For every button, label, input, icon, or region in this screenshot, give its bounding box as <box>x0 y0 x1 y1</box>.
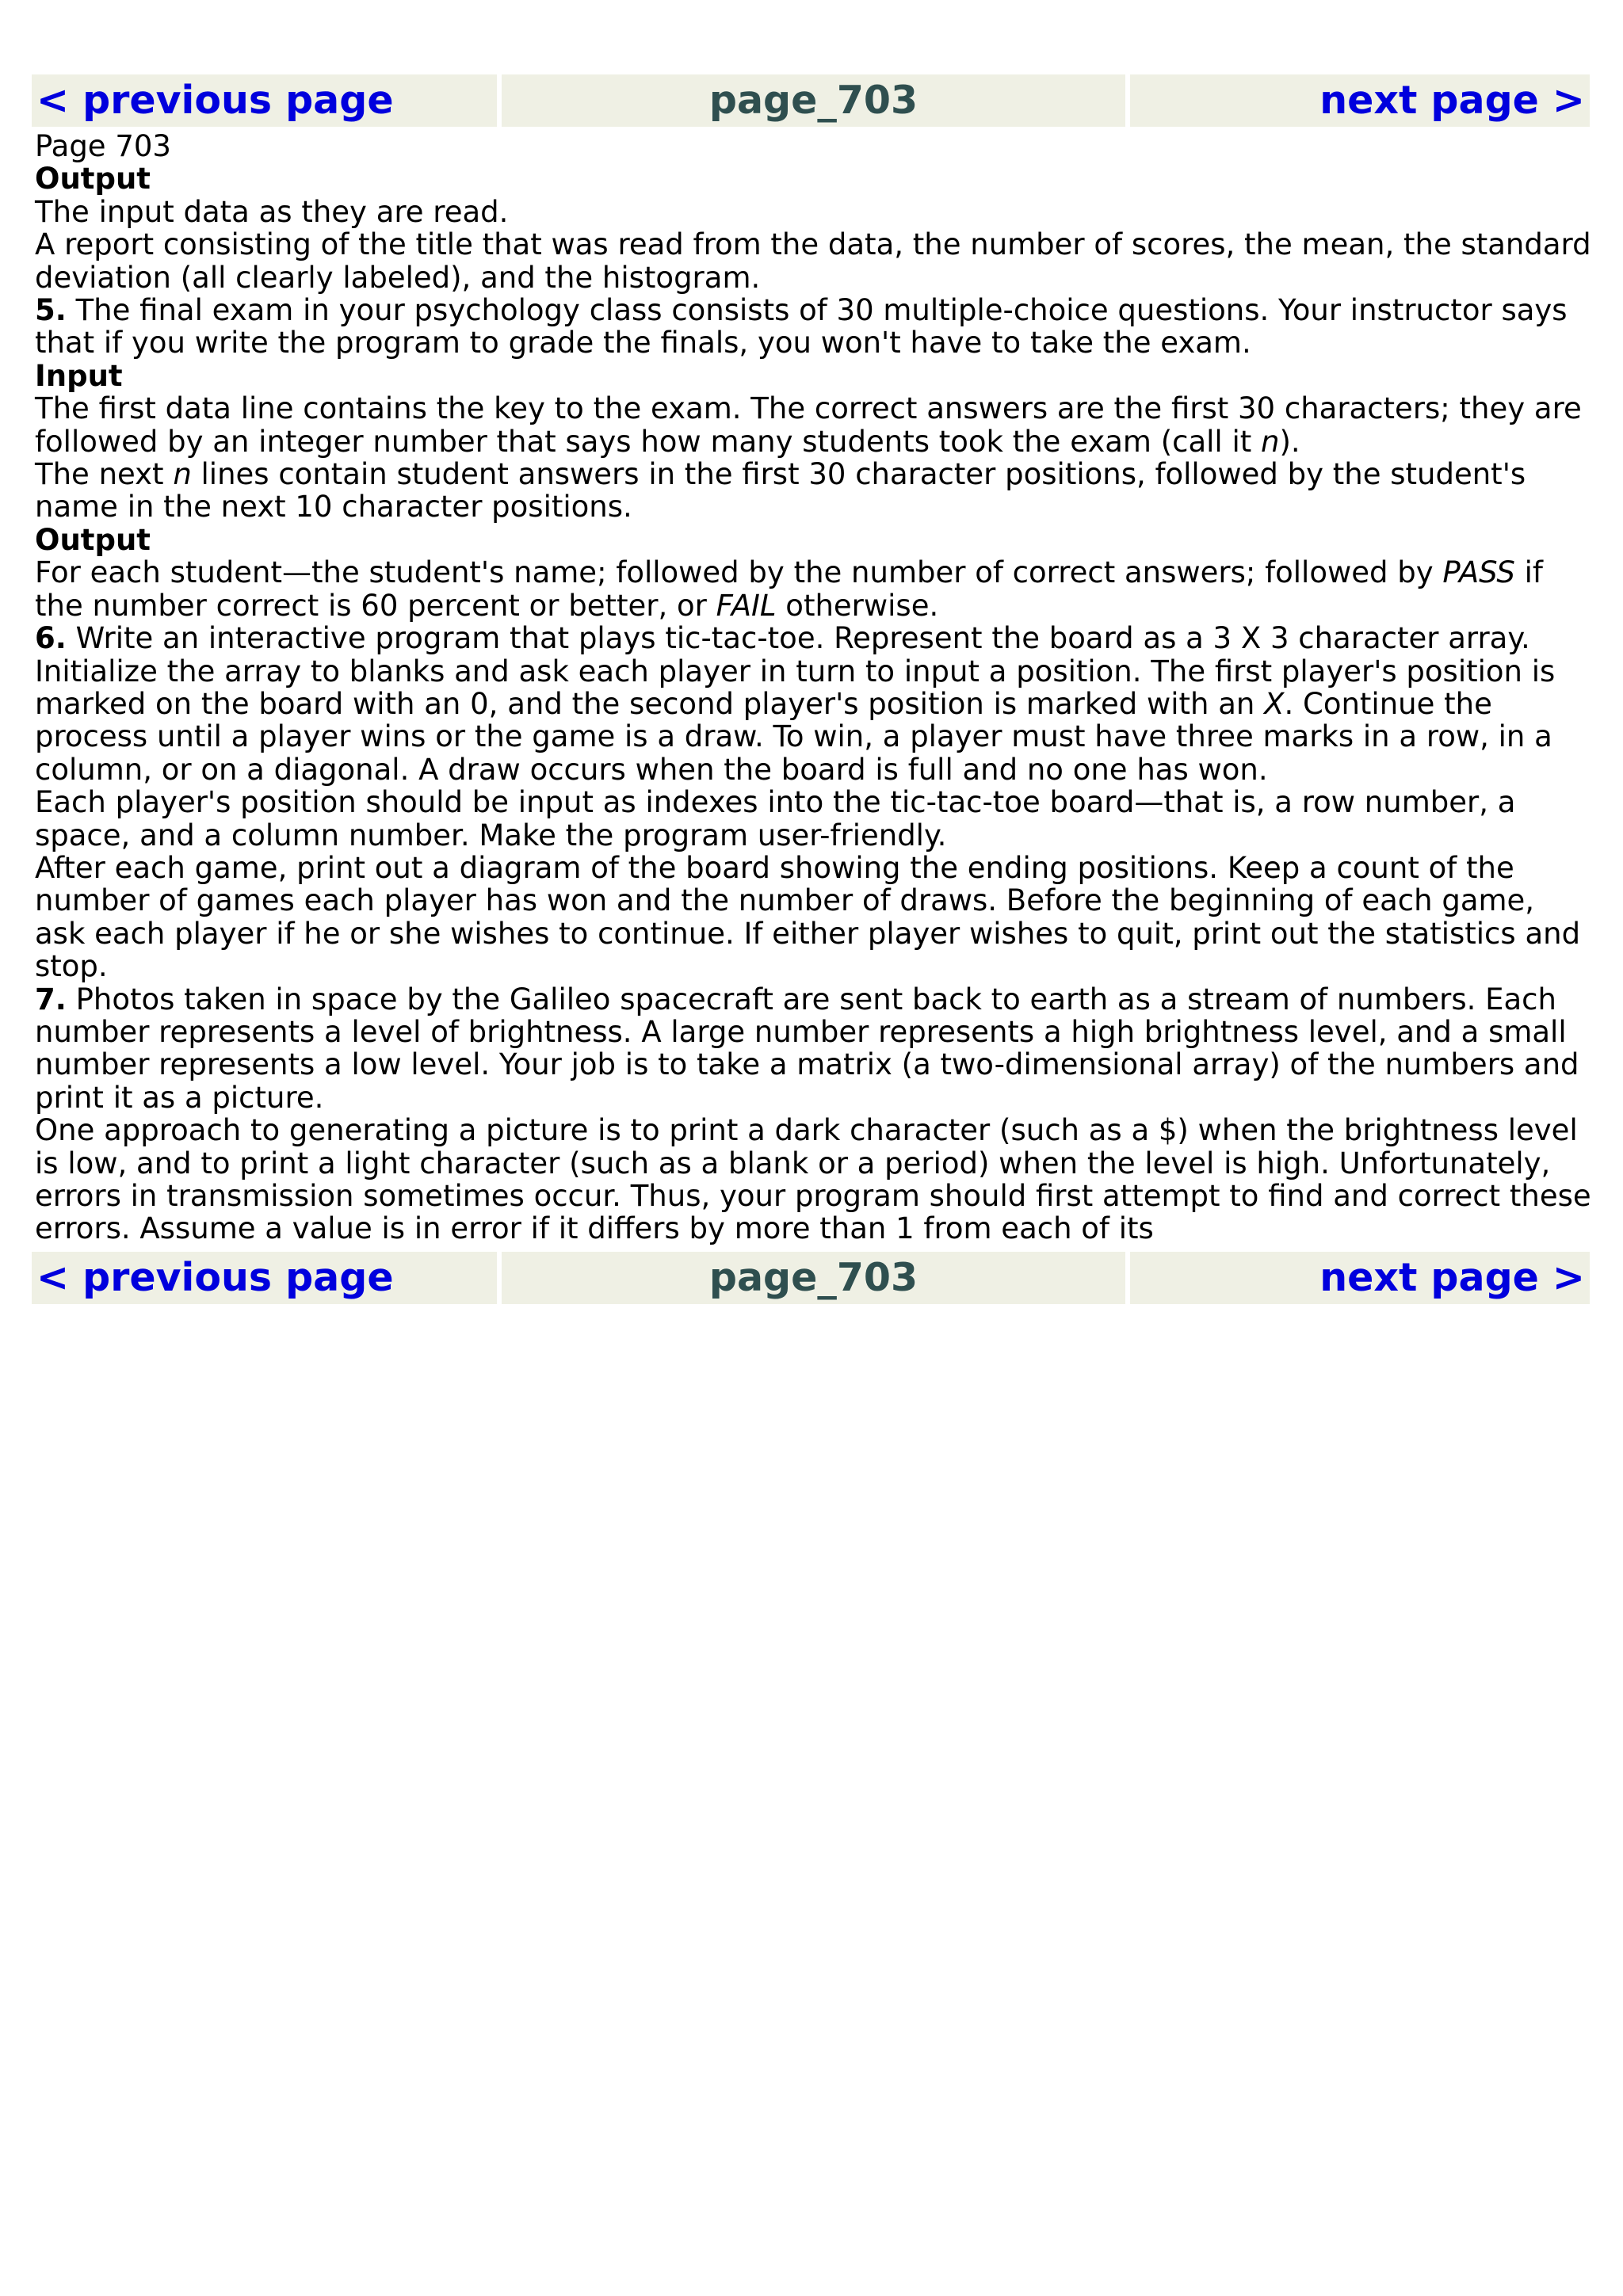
top-next-page-link[interactable]: next page > <box>1319 78 1585 123</box>
italic-fail: FAIL <box>716 588 777 623</box>
top-navigation <box>32 74 1594 127</box>
page <box>32 74 1594 1304</box>
exercise-7 <box>35 983 1591 1115</box>
heading-output: Output <box>35 162 151 196</box>
bottom-prev-cell <box>32 1252 497 1304</box>
paragraph-player-position: Each player's position should be input as indexes into the tic-tac-toe board—that is, a row number, a space, and a column number. Make the program user-friendly. <box>35 785 1516 852</box>
top-previous-page-link[interactable]: < previous page <box>36 78 394 123</box>
heading-output-2: Output <box>35 522 151 557</box>
bottom-navigation <box>32 1252 1594 1304</box>
paragraph-input-data: The input data as they are read. <box>35 194 509 229</box>
italic-n: n <box>1261 424 1280 459</box>
bottom-next-cell <box>1130 1252 1590 1304</box>
top-prev-cell <box>32 74 497 127</box>
heading-input: Input <box>35 358 123 393</box>
text-segment: The first data line contains the key to the exam. The correct answers are the first 30 characters; they are followed by an integer number that says how many students took the exam (call it <box>35 391 1582 459</box>
text-segment: if the number correct is 60 percent or better, or <box>35 555 1543 623</box>
text-segment: otherwise. <box>776 588 939 623</box>
italic-n: n <box>173 457 192 492</box>
top-next-cell <box>1130 74 1590 127</box>
text-segment: . Continue the process until a player wins or the game is a draw. To win, a player must have three marks in a row, in a column, or on a diagonal. A draw occurs when the board is full and no one has won. <box>35 686 1552 787</box>
page-content <box>32 127 1594 1245</box>
exercise-6-number: 6. <box>35 621 67 656</box>
text-segment: ). <box>1279 424 1300 459</box>
bottom-page-title: page_703 <box>502 1252 1125 1304</box>
paragraph-each-student <box>35 556 1591 622</box>
paragraph-after-each-game: After each game, print out a diagram of the board showing the ending positions. Keep a count of the number of games each player has won and the number of draws. Before the beginning of each game, ask each player if he or she wishes to continue. If either player wishes to quit, print out the statistics and stop. <box>35 850 1581 984</box>
bottom-next-page-link[interactable]: next page > <box>1319 1254 1585 1300</box>
paragraph-next-lines <box>35 458 1591 524</box>
paragraph-picture-approach: One approach to generating a picture is to print a dark character (such as a $) when the brightness level is low, and to print a light character (such as a blank or a period) when the level is high. Unfortunately, errors in transmission sometimes occur. Thus, your program should first attempt to find and correct these errors. Assume a value is in error if it differs by more than 1 from each of its <box>35 1113 1591 1246</box>
exercise-7-text: Photos taken in space by the Galileo spacecraft are sent back to earth as a stream of numbers. Each number represents a level of brightness. A large number represents a high brightness level, and a small number represents a low level. Your job is to take a matrix (a two-dimensional array) of the numbers and print it as a picture. <box>35 982 1579 1115</box>
italic-x: X <box>1264 686 1285 721</box>
exercise-5-text: The final exam in your psychology class consists of 30 multiple-choice questions. Your instructor says that if you write the program to grade the finals, you won't have to take the exam. <box>35 293 1568 360</box>
bottom-previous-page-link[interactable]: < previous page <box>36 1254 394 1300</box>
top-page-title: page_703 <box>502 74 1125 127</box>
text-segment: The next <box>35 457 174 492</box>
exercise-6 <box>35 622 1591 786</box>
text-segment: Write an interactive program that plays tic-tac-toe. Represent the board as a 3 X 3 character array. Initialize the array to blanks and ask each player in turn to input a position. The first player's position is marked on the board with an 0, and the second player's position is marked with an <box>35 621 1556 721</box>
paragraph-first-data-line <box>35 392 1591 458</box>
italic-pass: PASS <box>1442 555 1515 590</box>
exercise-7-number: 7. <box>35 982 67 1016</box>
exercise-5-number: 5. <box>35 293 67 328</box>
text-segment: lines contain student answers in the first 30 character positions, followed by the student's name in the next 10 character positions. <box>35 457 1526 524</box>
page-label: Page 703 <box>35 129 171 163</box>
paragraph-report: A report consisting of the title that was read from the data, the number of scores, the mean, the standard deviation (all clearly labeled), and the histogram. <box>35 227 1591 295</box>
exercise-5 <box>35 294 1591 360</box>
text-segment: For each student—the student's name; followed by the number of correct answers; followed by <box>35 555 1443 590</box>
